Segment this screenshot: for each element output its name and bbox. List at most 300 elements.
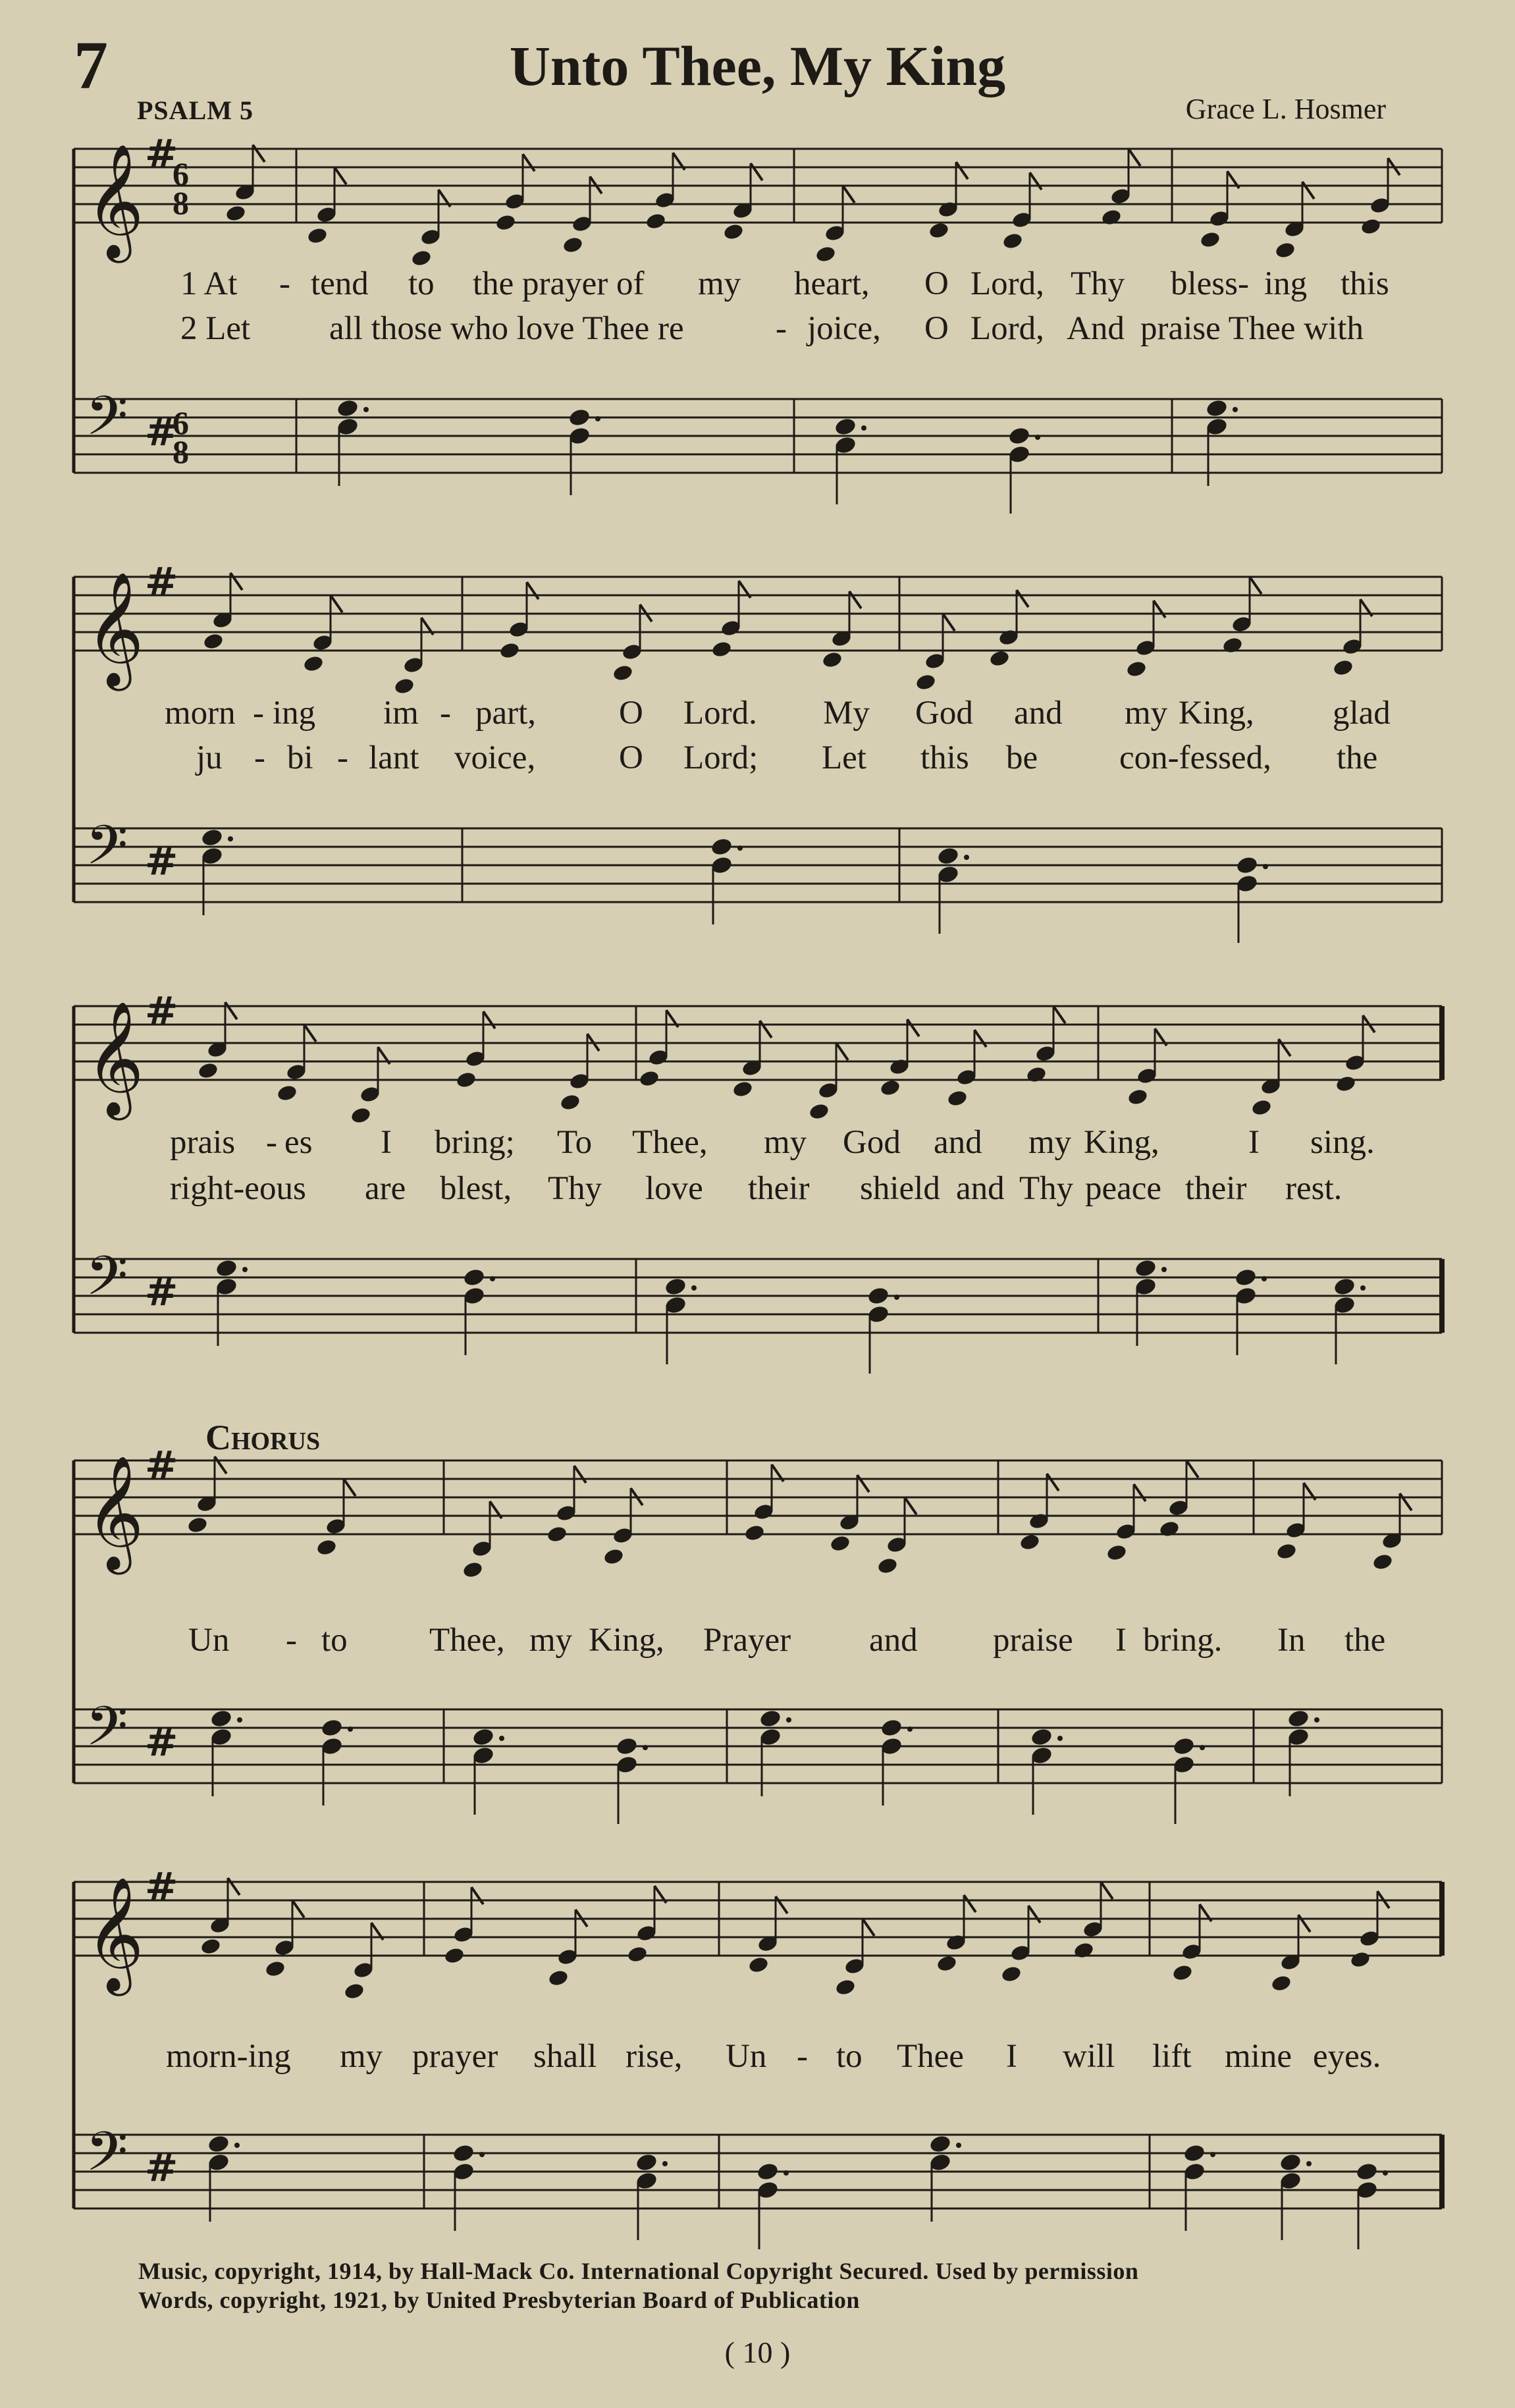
notehead	[1105, 1543, 1127, 1562]
lyric-word: my	[764, 1124, 807, 1161]
sharp-icon: #	[145, 2145, 178, 2191]
sharp-icon: #	[145, 559, 178, 605]
dot	[1200, 1745, 1205, 1750]
lyric-word: the	[1344, 1622, 1386, 1659]
lyric-word: God	[915, 695, 973, 732]
lyric-word: Thee,	[632, 1124, 708, 1161]
lyric-word: mine	[1225, 2038, 1292, 2075]
lyric-word: peace	[1085, 1170, 1162, 1207]
lyric-word: and	[1014, 695, 1063, 732]
sharp-icon: #	[145, 131, 178, 177]
note-flag	[334, 167, 346, 184]
treble-clef: 𝄞	[86, 572, 144, 686]
lyric-word: lant	[369, 739, 419, 776]
bass-clef: 𝄢	[86, 384, 128, 461]
lyric-word: prais	[170, 1124, 236, 1161]
notehead	[1025, 1065, 1047, 1084]
note-flag	[836, 1043, 848, 1060]
notehead	[710, 837, 733, 857]
notehead	[743, 1524, 765, 1542]
dot	[894, 1295, 899, 1300]
lyric-word: 2 Let	[180, 310, 251, 347]
lyric-word: King,	[1084, 1124, 1159, 1161]
dot	[1161, 1267, 1167, 1272]
lyric-word: bless-	[1171, 265, 1249, 302]
notehead	[1287, 1709, 1310, 1729]
lyric-word: to	[836, 2038, 863, 2075]
notehead	[1333, 1277, 1356, 1297]
lyric-word: morn	[165, 695, 236, 732]
dot	[234, 2143, 240, 2148]
notehead	[1199, 230, 1221, 249]
dot	[1360, 1285, 1366, 1291]
dot	[643, 1745, 648, 1750]
notehead	[1030, 1727, 1053, 1748]
sharp-icon: #	[145, 409, 178, 455]
words-copyright: Words, copyright, 1921, by United Presbyterian Board of Publication	[138, 2287, 860, 2313]
lyric-word: and	[934, 1124, 982, 1161]
lyric-word: sing.	[1310, 1124, 1375, 1161]
notehead	[1134, 1258, 1157, 1279]
lyric-word: Thy	[1019, 1170, 1074, 1207]
notehead	[302, 655, 324, 673]
notehead	[612, 664, 633, 682]
lyric-word: bring;	[435, 1124, 515, 1161]
lyric-word: -	[440, 695, 451, 732]
lyric-word: Lord,	[970, 310, 1044, 347]
notehead	[343, 1982, 365, 2000]
lyric-word: Thee,	[429, 1622, 505, 1659]
treble-clef: 𝄞	[86, 144, 144, 258]
note-flag	[471, 1887, 483, 1904]
lyric-word: to	[321, 1622, 348, 1659]
note-flag	[956, 162, 968, 179]
dot	[490, 1276, 495, 1281]
lyric-word: -	[266, 1124, 277, 1161]
note-flag	[1250, 577, 1262, 594]
notehead	[936, 1954, 957, 1973]
lyric-word: my	[340, 2038, 383, 2075]
lyric-word: tend	[311, 265, 369, 302]
notehead	[834, 1978, 856, 1996]
lyric-word: all those who love Thee re	[329, 310, 684, 347]
notehead	[710, 640, 732, 658]
notehead	[547, 1969, 569, 1987]
notehead	[1335, 1075, 1356, 1093]
lyric-word: con-fessed,	[1119, 739, 1271, 776]
notehead	[215, 1258, 238, 1279]
notehead	[276, 1084, 298, 1102]
notehead	[829, 1534, 851, 1553]
notehead	[546, 1525, 568, 1543]
lyric-word: And	[1067, 310, 1125, 347]
notehead	[814, 245, 836, 263]
note-flag	[215, 1457, 226, 1474]
note-flag	[1053, 1006, 1065, 1023]
notehead	[1221, 636, 1243, 655]
note-flag	[344, 1479, 356, 1496]
lyric-word: and	[956, 1170, 1005, 1207]
lyric-word: King,	[589, 1622, 664, 1659]
notehead	[1073, 1941, 1094, 1960]
notehead	[1274, 241, 1296, 259]
treble-clef: 𝄞	[86, 1877, 144, 1991]
notehead	[808, 1102, 830, 1121]
note-flag	[527, 582, 539, 599]
lyric-word: Prayer	[703, 1622, 791, 1659]
notehead	[1158, 1520, 1180, 1538]
dot	[479, 2152, 485, 2157]
note-flag	[1154, 601, 1165, 618]
lyric-word: the	[1337, 739, 1378, 776]
notehead	[1019, 1533, 1040, 1551]
dot	[1057, 1736, 1063, 1741]
lyric-word: O	[924, 265, 949, 302]
lyric-word: glad	[1333, 695, 1391, 732]
treble-clef: 𝄞	[86, 1001, 144, 1115]
notehead	[568, 408, 591, 428]
psalm-reference: PSALM 5	[137, 95, 253, 125]
notehead	[462, 1561, 483, 1579]
notehead	[471, 1727, 495, 1748]
notehead	[876, 1557, 898, 1575]
notehead	[462, 1268, 486, 1288]
dot	[1233, 407, 1238, 412]
dot	[1306, 2161, 1312, 2166]
note-flag	[228, 1878, 240, 1895]
dot	[348, 1726, 353, 1732]
time-signature-bottom: 8	[173, 184, 189, 221]
lyric-word: my	[1028, 1124, 1072, 1161]
note-flag	[1186, 1460, 1198, 1478]
treble-time-signature	[173, 155, 189, 221]
lyric-word: praise Thee with	[1140, 310, 1364, 347]
notehead	[1205, 398, 1229, 419]
notehead	[635, 2153, 658, 2173]
lyric-word: rest.	[1285, 1170, 1342, 1207]
note-flag	[974, 1030, 986, 1047]
notehead	[443, 1946, 465, 1965]
lyric-word: Lord.	[683, 695, 757, 732]
notehead	[1007, 426, 1031, 446]
lyric-word: bring.	[1143, 1622, 1223, 1659]
note-flag	[523, 154, 535, 171]
note-flag	[1134, 1484, 1146, 1501]
notehead	[988, 649, 1010, 668]
notehead	[866, 1286, 890, 1306]
lyric-word: ing	[1264, 265, 1308, 302]
sharp-icon: #	[145, 838, 178, 884]
notehead	[1360, 217, 1381, 236]
dot	[363, 407, 369, 412]
note-flag	[225, 1002, 237, 1019]
notehead	[1183, 2143, 1206, 2164]
notehead	[455, 1071, 477, 1089]
notehead	[821, 651, 843, 669]
notehead	[320, 1718, 344, 1738]
note-flag	[483, 1011, 495, 1029]
sharp-icon: #	[145, 1269, 178, 1315]
dot	[691, 1285, 697, 1291]
bass-clef: 𝄢	[86, 813, 128, 890]
notehead	[264, 1960, 286, 1978]
notehead	[928, 221, 949, 240]
lyric-word: O	[924, 310, 949, 347]
lyric-word: be	[1006, 739, 1038, 776]
note-flag	[1101, 1882, 1113, 1899]
note-flag	[1017, 590, 1028, 607]
dot	[1314, 1717, 1319, 1723]
sharp-icon: #	[145, 988, 178, 1034]
hymn-title: Unto Thee, My King	[509, 34, 1006, 97]
dot	[1262, 1276, 1267, 1281]
lyric-word: Thy	[548, 1170, 602, 1207]
notehead	[915, 673, 936, 691]
lyric-word: Un	[188, 1622, 230, 1659]
lyric-word: -	[254, 739, 265, 776]
dot	[499, 1736, 504, 1741]
lyric-word: my	[529, 1622, 573, 1659]
note-flag	[1028, 1906, 1040, 1923]
notehead	[306, 227, 328, 245]
lyric-word: O	[619, 695, 643, 732]
notehead	[1171, 1964, 1193, 1982]
lyric-word: lift	[1152, 2038, 1192, 2075]
notehead	[393, 677, 415, 695]
lyric-word: Lord;	[683, 739, 758, 776]
lyric-word: right-eous	[170, 1170, 306, 1207]
lyric-word: joice,	[807, 310, 881, 347]
notehead	[1100, 208, 1122, 227]
note-flag	[574, 1466, 586, 1483]
dot	[737, 845, 743, 851]
page-number: ( 10 )	[724, 2336, 791, 2369]
notehead	[1355, 2162, 1379, 2182]
lyric-word: I	[1115, 1622, 1127, 1659]
notehead	[1127, 1088, 1148, 1106]
note-flag	[843, 186, 855, 203]
note-flag	[1279, 1039, 1290, 1056]
lyric-word: In	[1277, 1622, 1306, 1659]
lyric-word: part,	[475, 695, 537, 732]
sharp-icon: #	[145, 1443, 178, 1489]
notehead	[1125, 660, 1147, 678]
dot	[1210, 2152, 1215, 2157]
notehead	[1250, 1098, 1272, 1117]
time-signature-top: 6	[173, 404, 189, 441]
dot	[907, 1726, 913, 1732]
notehead	[946, 1089, 968, 1108]
lyric-word: 1 At	[180, 265, 238, 302]
notehead	[1332, 658, 1354, 677]
lyric-word: God	[843, 1124, 901, 1161]
notehead	[615, 1736, 639, 1757]
lyric-word: will	[1063, 2038, 1115, 2075]
chorus-label: Chorus	[205, 1418, 321, 1457]
notehead	[756, 2162, 780, 2182]
note-flag	[1400, 1493, 1412, 1511]
lyric-word: I	[1248, 1124, 1260, 1161]
dot	[237, 1717, 242, 1723]
notehead	[638, 1069, 660, 1088]
note-flag	[907, 1019, 919, 1036]
note-flag	[760, 1021, 772, 1038]
lyric-word: their	[1185, 1170, 1247, 1207]
notehead	[350, 1106, 371, 1125]
note-flag	[849, 591, 861, 608]
lyric-word: -	[337, 739, 348, 776]
lyric-word: -	[286, 1622, 297, 1659]
notehead	[209, 1709, 233, 1729]
note-flag	[776, 1896, 787, 1913]
author-credit: Grace L. Hosmer	[1185, 93, 1386, 125]
note-flag	[304, 1025, 316, 1042]
treble-clef: 𝄞	[86, 1455, 144, 1570]
notehead	[452, 2143, 475, 2164]
lyric-word: ing	[273, 695, 316, 732]
lyric-word: im	[383, 695, 419, 732]
dot	[964, 855, 969, 860]
bass-clef: 𝄢	[86, 1694, 128, 1771]
lyric-word: are	[365, 1170, 406, 1207]
lyric-word: Let	[822, 739, 866, 776]
lyric-word: my	[1125, 695, 1168, 732]
dot	[956, 2143, 961, 2148]
note-flag	[1302, 182, 1314, 199]
dot	[1035, 435, 1040, 440]
note-flag	[905, 1497, 917, 1514]
dot	[786, 1717, 791, 1723]
lyric-word: I	[1006, 2038, 1017, 2075]
lyric-word: rise,	[625, 2038, 683, 2075]
lyric-word: shall	[533, 2038, 597, 2075]
lyric-word: to	[408, 265, 435, 302]
notehead	[494, 213, 516, 232]
notehead	[936, 846, 960, 867]
lyric-word: Thee	[897, 2038, 964, 2075]
notehead	[202, 632, 224, 651]
notehead	[1234, 1268, 1258, 1288]
lyric-word: -	[797, 2038, 808, 2075]
sharp-icon: #	[145, 1719, 178, 1765]
note-flag	[292, 1900, 304, 1917]
notehead	[758, 1709, 782, 1729]
notehead	[928, 2134, 952, 2154]
note-flag	[1047, 1474, 1059, 1491]
notehead	[722, 223, 744, 241]
notehead	[602, 1547, 624, 1566]
notehead	[834, 417, 857, 437]
note-flag	[1129, 149, 1140, 166]
notehead	[315, 1538, 337, 1557]
notehead	[664, 1277, 687, 1297]
notehead	[1270, 1974, 1292, 1993]
dot	[1263, 864, 1268, 869]
lyric-word: To	[557, 1124, 593, 1161]
notehead	[199, 1937, 221, 1956]
dot	[1383, 2170, 1388, 2176]
lyric-word: heart,	[794, 265, 870, 302]
lyric-word: Un	[726, 2038, 767, 2075]
notehead	[1275, 1542, 1297, 1561]
sharp-icon: #	[145, 1864, 178, 1910]
lyric-word: King,	[1179, 695, 1254, 732]
notehead	[747, 1956, 769, 1974]
lyric-word: this	[1341, 265, 1389, 302]
lyric-word: ju	[196, 739, 223, 776]
notehead	[645, 212, 666, 230]
note-flag	[331, 595, 342, 612]
bass-clef: 𝄢	[86, 2120, 128, 2197]
lyric-word: bi	[287, 739, 313, 776]
lyric-word: blest,	[440, 1170, 512, 1207]
lyric-word: their	[748, 1170, 810, 1207]
bass-time-signature	[173, 404, 189, 470]
notehead	[879, 1079, 901, 1097]
lyric-word: Lord,	[970, 265, 1044, 302]
notehead	[498, 641, 520, 660]
notehead	[1371, 1553, 1393, 1571]
note-flag	[253, 145, 265, 162]
lyric-word: my	[698, 265, 741, 302]
lyric-word: eyes.	[1313, 2038, 1381, 2075]
notehead	[225, 204, 246, 223]
dot	[228, 836, 233, 842]
music-copyright: Music, copyright, 1914, by Hall-Mack Co. International Copyright Secured. Used by permission	[138, 2258, 1139, 2284]
dot	[784, 2170, 789, 2176]
notehead	[731, 1080, 753, 1098]
notehead	[186, 1516, 208, 1534]
lyric-word: My	[823, 695, 870, 732]
notehead	[1172, 1736, 1196, 1757]
notehead	[197, 1061, 219, 1080]
notehead	[562, 236, 583, 254]
notehead	[1000, 1965, 1022, 1983]
lyric-word: I	[381, 1124, 392, 1161]
bass-clef: 𝄢	[86, 1244, 128, 1321]
lyric-word: es	[284, 1124, 313, 1161]
note-flag	[964, 1895, 976, 1912]
notehead	[880, 1718, 903, 1738]
lyric-word: praise	[993, 1622, 1073, 1659]
dot	[861, 425, 866, 431]
note-flag	[1298, 1915, 1310, 1932]
lyric-word: prayer	[412, 2038, 498, 2075]
hymn-number: 7	[74, 28, 108, 103]
time-signature-bottom: 8	[173, 433, 189, 470]
lyric-word: -	[253, 695, 264, 732]
note-flag	[857, 1475, 869, 1492]
lyric-word: -	[776, 310, 787, 347]
notehead	[1349, 1950, 1371, 1969]
notehead	[1235, 855, 1259, 876]
lyric-word: the prayer of	[473, 265, 645, 302]
note-flag	[230, 573, 242, 590]
lyric-word: Thy	[1071, 265, 1125, 302]
lyric-word: love	[645, 1170, 703, 1207]
dot	[662, 2161, 668, 2166]
lyric-word: voice,	[454, 739, 536, 776]
lyric-word: this	[920, 739, 969, 776]
dot	[595, 416, 600, 421]
lyric-word: morn-ing	[166, 2038, 291, 2075]
lyric-word: and	[869, 1622, 918, 1659]
notehead	[1279, 2153, 1302, 2173]
note-flag	[943, 614, 955, 631]
lyric-word: O	[619, 739, 643, 776]
notehead	[559, 1093, 581, 1111]
note-flag	[863, 1919, 874, 1936]
